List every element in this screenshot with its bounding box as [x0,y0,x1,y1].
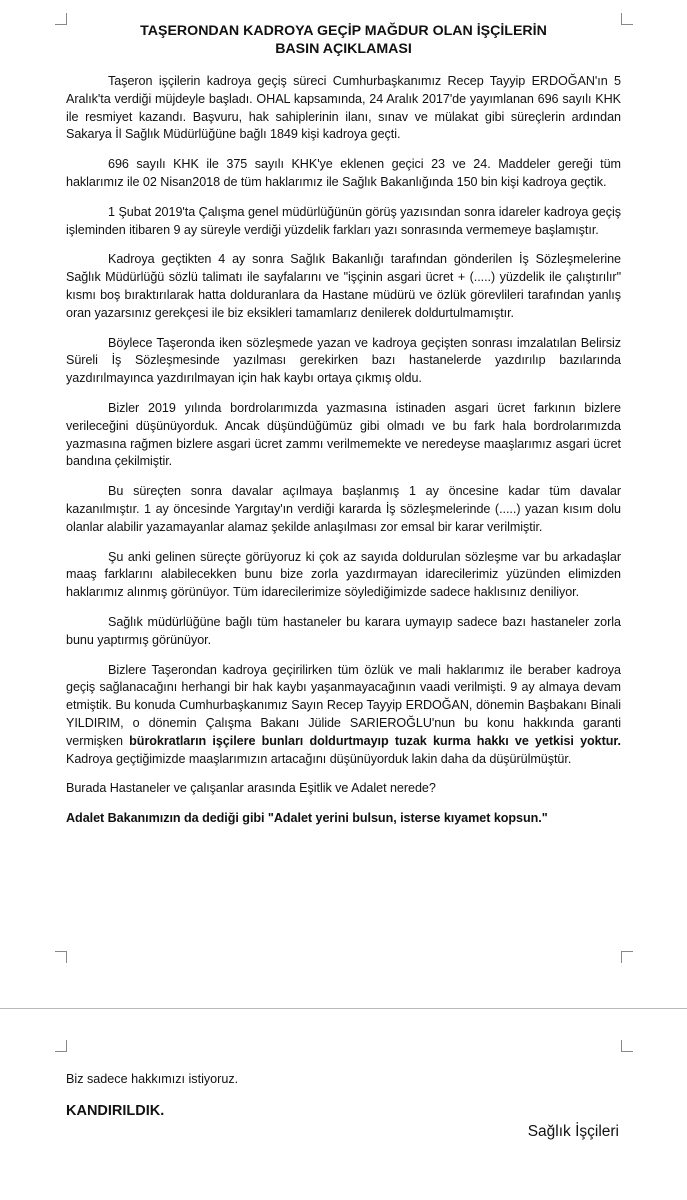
paragraph-12: Adalet Bakanımızın da dediği gibi "Adalet yerini bulsun, isterse kıyamet kopsun." [66,811,548,826]
paragraph-10-bold: bürokratların işçilere bunları doldurtmayıp tuzak kurma hakkı ve yetkisi yoktur. [129,733,622,748]
page-divider [0,1008,687,1009]
press-release-body [66,22,621,840]
crop-mark-mid-right [621,951,633,963]
paragraph-7: Bu süreçten sonra davalar açılmaya başlanmış 1 ay öncesine kadar tüm davalar kazanılmıştır. 1 ay öncesinde Yargıtay'ın verdiği kararda İş sözleşmelerinde (.....) yazan kısım dolu olanlar alabilir yazamayanlar alamaz şekilde anlaşılması zor emsal bir karar verilmiştir. [66,484,621,534]
paragraph-10-part-2: Kadroya geçtiğimizde maaşlarımızın artacağını düşünüyorduk lakin daha da düşürülmüştür. [66,751,572,766]
title-line-2: BASIN AÇIKLAMASI [275,41,412,57]
paragraph-8: Şu anki gelinen süreçte görüyoruz ki çok az sayıda doldurulan sözleşme var bu arkadaşlar maaş farklarını alabilecekken bunu bize zorla yazdırmayan idarecilerimiz yüzünden elimizden haklarımız alınmış görünüyor. Tüm idarecilerimize söylediğimizde sadece haklısınız deniliyor. [66,549,621,600]
paragraph-2: 696 sayılı KHK ile 375 sayılı KHK'ye eklenen geçici 23 ve 24. Maddeler gereği tüm haklarımız ile 02 Nisan2018 de tüm haklarımız ile Sağlık Bakanlığında 150 bin kişi kadroya geçtik. [66,157,621,189]
title-line-1: TAŞERONDAN KADROYA GEÇİP MAĞDUR OLAN İŞÇİLERİN [140,23,547,39]
paragraph-4: Kadroya geçtikten 4 ay sonra Sağlık Bakanlığı tarafından gönderilen İş Sözleşmelerine Sağlık Müdürlüğü sözlü talimatı ile sayfalarını ve "işçinin asgari ücret + (.....) yüzdelik ile çalıştırılır" kısmı boş bıraktırılarak hatta dolduranlara da Hastane müdürü ve özlük görevlileri tarafından yanlış oran yazarsınız gerekçesi ile biz eksikleri tamamlarız denilerek doldurtulmamıştır. [66,252,621,320]
crop-mark-lower-left [55,1040,67,1052]
paragraph-9: Sağlık müdürlüğüne bağlı tüm hastaneler bu karara uymayıp sadece bazı hastaneler zorla bunu yaptırmış görünüyor. [66,614,621,647]
signature: Sağlık İşçileri [527,1123,619,1140]
paragraph-11: Burada Hastaneler ve çalışanlar arasında Eşitlik ve Adalet nerede? [66,781,436,796]
paragraph-10-part-1: Bizlere Taşerondan kadroya geçirilirken tüm özlük ve mali haklarımız ile beraber kadroya geçiş sağlanacağını herhangi bir hak kaybı yaşanmayacağının vaadi verilmişti. 9 ay almaya devam etmiştik. Bu konuda Cumhurbaşkanımız Sayın Recep Tayyip ERDOĞAN, dönemin Başbakanı Binali YILDIRIM, o dönemin Çalışma Bakanı Jülide SARIEROĞLU'nun bu konu hakkında garanti vermişken [66,662,621,748]
paragraph-10 [66,662,621,769]
crop-mark-top-right [621,13,633,25]
crop-mark-mid-left [55,951,67,963]
page-title [66,22,621,58]
closing-line-1: Biz sadece hakkımızı istiyoruz. [66,1072,239,1086]
crop-mark-lower-right [621,1040,633,1052]
paragraph-3: 1 Şubat 2019'ta Çalışma genel müdürlüğünün görüş yazısından sonra idareler kadroya geçiş işleminden itibaren 9 ay süreyle verdiği yüzdelik farkları yazı sonrasında vermemeye başlamıştır. [66,204,621,237]
paragraph-5: Böylece Taşeronda iken sözleşmede yazan ve kadroya geçişten sonrası imzalatılan Belirsiz Süreli İş Sözleşmesinde yazılması gerekirken bazı hastanelerde yazdırılıp bazılarında yazdırılmayınca yazdırılmayan için hak kaybı ortaya çıkmış oldu. [66,335,621,386]
paragraph-6: Bizler 2019 yılında bordrolarımızda yazmasına istinaden asgari ücret farkının bizlere verileceğini düşünüyorduk. Ancak düşündüğümüz gibi olmadı ve bu fark hala bordrolarımızda yazmasına rağmen bizlere asgari ücret zammı verilmemekte ve neredeyse maaşlarımız asgari ücret bandına çekilmiştir. [66,400,621,469]
paragraph-1: Taşeron işçilerin kadroya geçiş süreci Cumhurbaşkanımız Recep Tayyip ERDOĞAN'ın 5 Aralık'ta verdiği müjdeyle başladı. OHAL kapsamında, 24 Aralık 2017'de yayımlanan 696 sayılı KHK ile resmiyet kazandı. Başvuru, hak sahiplerinin ilanı, sınav ve mülakat gibi süreçlerin ardından Sakarya İl Sağlık Müdürlüğüne bağlı 1849 kişi kadroya geçti. [66,74,621,142]
closing-line-2: KANDIRILDIK. [66,1103,165,1119]
